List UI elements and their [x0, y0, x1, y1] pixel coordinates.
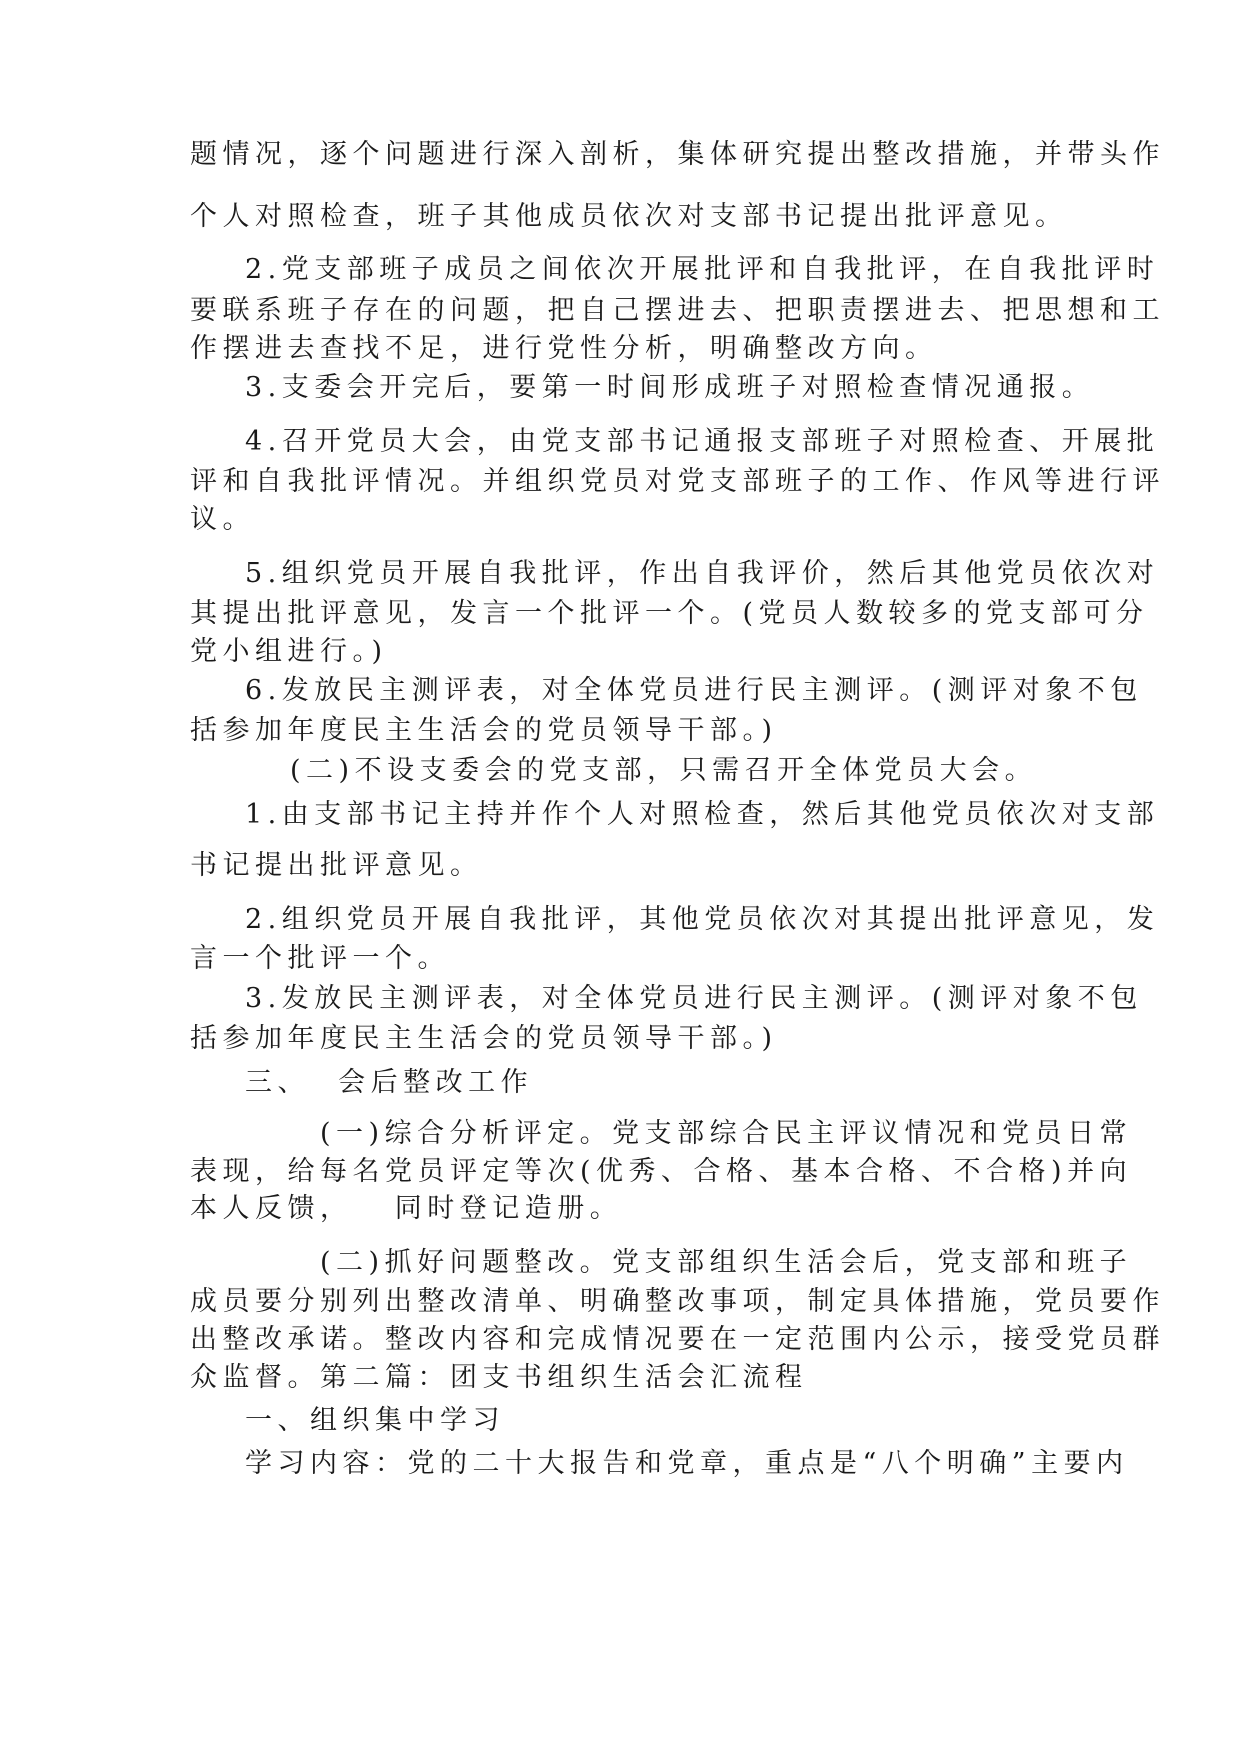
text-line: 学习内容：党的二十大报告和党章，重点是“八个明确”主要内 [245, 1448, 1129, 1479]
text-line: (二)不设支委会的党支部，只需召开全体党员大会。 [290, 755, 1038, 786]
text-line: 括参加年度民主生活会的党员领导干部。) [190, 715, 778, 746]
text-line: 表现，给每名党员评定等次(优秀、合格、基本合格、不合格)并向 [190, 1156, 1133, 1187]
text-line: 党小组进行。) [190, 636, 388, 667]
text-line: (一)综合分析评定。党支部综合民主评议情况和党员日常 [320, 1118, 1133, 1149]
text-line: 4.召开党员大会，由党支部书记通报支部班子对照检查、开展批 [245, 426, 1160, 457]
text-line: 2.党支部班子成员之间依次开展批评和自我批评，在自我批评时 [245, 254, 1160, 285]
text-line: (二)抓好问题整改。党支部组织生活会后，党支部和班子 [320, 1247, 1133, 1278]
text-line: 2.组织党员开展自我批评，其他党员依次对其提出批评意见，发 [245, 904, 1160, 935]
text-line: 言一个批评一个。 [190, 943, 450, 974]
text-line: 众监督。第二篇：团支书组织生活会汇流程 [190, 1362, 808, 1393]
section-heading: 三、 会后整改工作 [245, 1067, 534, 1098]
text-line: 作摆进去查找不足，进行党性分析，明确整改方向。 [190, 333, 938, 364]
text-line: 书记提出批评意见。 [190, 850, 483, 881]
text-line: 其提出批评意见，发言一个批评一个。(党员人数较多的党支部可分 [190, 598, 1149, 629]
text-line: 括参加年度民主生活会的党员领导干部。) [190, 1023, 778, 1054]
text-line: 出整改承诺。整改内容和完成情况要在一定范围内公示，接受党员群 [190, 1324, 1165, 1355]
text-line: 6.发放民主测评表，对全体党员进行民主测评。(测评对象不包 [245, 675, 1143, 706]
text-line: 本人反馈， 同时登记造册。 [190, 1193, 623, 1224]
text-line: 3.支委会开完后，要第一时间形成班子对照检查情况通报。 [245, 372, 1095, 403]
text-line: 个人对照检查，班子其他成员依次对支部书记提出批评意见。 [190, 201, 1068, 232]
text-line: 议。 [190, 504, 255, 535]
text-line: 要联系班子存在的问题，把自己摆进去、把职责摆进去、把思想和工 [190, 295, 1165, 326]
text-line: 5.组织党员开展自我批评，作出自我评价，然后其他党员依次对 [245, 558, 1160, 589]
text-line: 1.由支部书记主持并作个人对照检查，然后其他党员依次对支部 [245, 799, 1160, 830]
text-line: 成员要分别列出整改清单、明确整改事项，制定具体措施，党员要作 [190, 1286, 1165, 1317]
section-heading: 一、组织集中学习 [245, 1405, 505, 1436]
text-line: 评和自我批评情况。并组织党员对党支部班子的工作、作风等进行评 [190, 466, 1165, 497]
text-line: 3.发放民主测评表，对全体党员进行民主测评。(测评对象不包 [245, 983, 1143, 1014]
text-line: 题情况，逐个问题进行深入剖析，集体研究提出整改措施，并带头作 [190, 139, 1165, 170]
